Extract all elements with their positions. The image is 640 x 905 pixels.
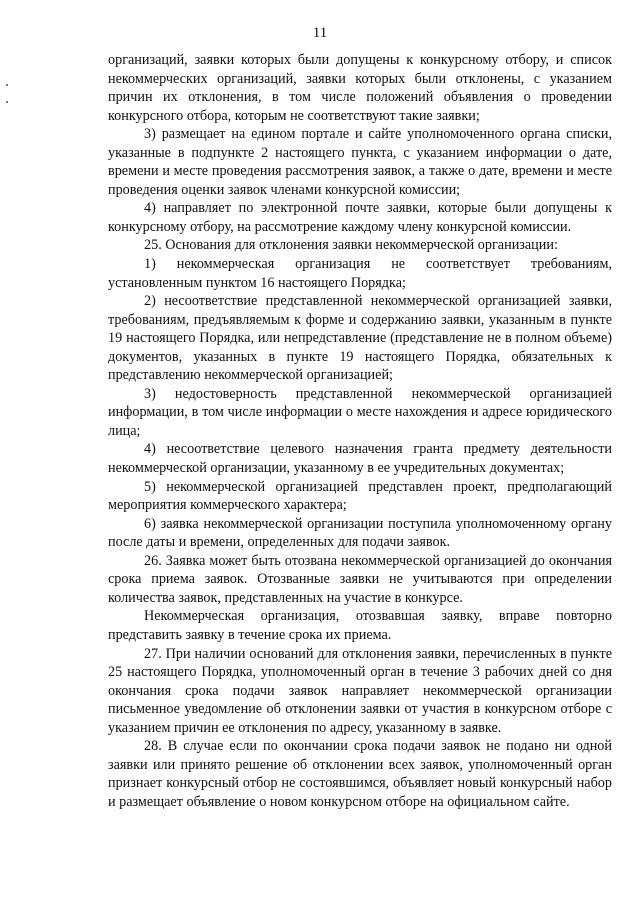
paragraph-26-resubmission: Некоммерческая организация, отозвавшая заявку, вправе повторно представить заявку в течение срока их приема. xyxy=(108,608,612,643)
paragraph-continuation: организаций, заявки которых были допущены к конкурсному отбору, и список некоммерческих организаций, заявки которых были отклонены, с указанием причин их отклонения, в том числе положений объявления о проведении конкурсного отбора, которым не соответствуют такие заявки; xyxy=(108,52,612,124)
paragraph-25-item-3: 3) недостоверность представленной некоммерческой организацией информации, в том числе информации о месте нахождения и адресе юридического лица; xyxy=(108,385,612,439)
paragraph-26-withdrawal: 26. Заявка может быть отозвана некоммерческой организацией до окончания срока приема заявок. Отозванные заявки не учитываются при определении количества заявок, представленных на участие в конкурсе. xyxy=(108,552,612,606)
paragraph-25-item-2: 2) несоответствие представленной некоммерческой организацией заявки, требованиям, предъявляемым к форме и содержанию заявки, указанным в пункте 19 настоящего Порядка, или непредставление (представление не в полном объеме) документов, указанных в пункте 19 настоящего Порядка, обязательных к представлению некоммерческой организацией; xyxy=(108,293,612,384)
paragraph-28-failed-selection: 28. В случае если по окончании срока подачи заявок не подано ни одной заявки или принято решение об отклонении всех заявок, уполномоченный орган признает конкурсный отбор не состоявшимся, объявляет новый конкурсный набор и размещает объявление о новом конкурсном отборе на официальном сайте. xyxy=(108,738,612,810)
document-body xyxy=(108,51,612,811)
paragraph-25-item-1: 1) некоммерческая организация не соответствует требованиям, установленным пунктом 16 настоящего Порядка; xyxy=(108,256,612,291)
paragraph-25-item-4: 4) несоответствие целевого назначения гранта предмету деятельности некоммерческой организации, указанному в ее учредительных документах; xyxy=(108,441,612,477)
paragraph-25-rejection-grounds: 25. Основания для отклонения заявки некоммерческой организации: xyxy=(144,237,558,254)
paragraph-item-3-publish-lists: 3) размещает на едином портале и сайте уполномоченного органа списки, указанные в подпункте 2 настоящего пункта, с указанием информации о дате, времени и месте проведения рассмотрения заявок, а также о дате, времени и месте проведения оценки заявок членами конкурсной комиссии; xyxy=(108,126,612,198)
scan-speck xyxy=(6,84,8,86)
scan-speck xyxy=(6,101,8,103)
paragraph-27-rejection-notice: 27. При наличии оснований для отклонения заявки, перечисленных в пункте 25 настоящего Порядка, уполномоченный орган в течение 3 рабочих дней со дня окончания срока подачи заявок направляет некоммерческой организации письменное уведомление об отклонении заявки от участия в конкурсном отборе с указанием причин ее отклонения по адресу, указанному в заявке. xyxy=(108,645,612,736)
paragraph-item-4-email-applications: 4) направляет по электронной почте заявки, которые были допущены к конкурсному отбору, на рассмотрение каждому члену конкурсной комиссии. xyxy=(108,200,612,235)
paragraph-25-item-5: 5) некоммерческой организацией представлен проект, предполагающий мероприятия коммерческого характера; xyxy=(108,478,612,514)
paragraph-25-item-6: 6) заявка некоммерческой организации поступила уполномоченному органу после даты и времени, определенных для подачи заявок. xyxy=(108,515,612,551)
page-number: 11 xyxy=(312,25,328,41)
